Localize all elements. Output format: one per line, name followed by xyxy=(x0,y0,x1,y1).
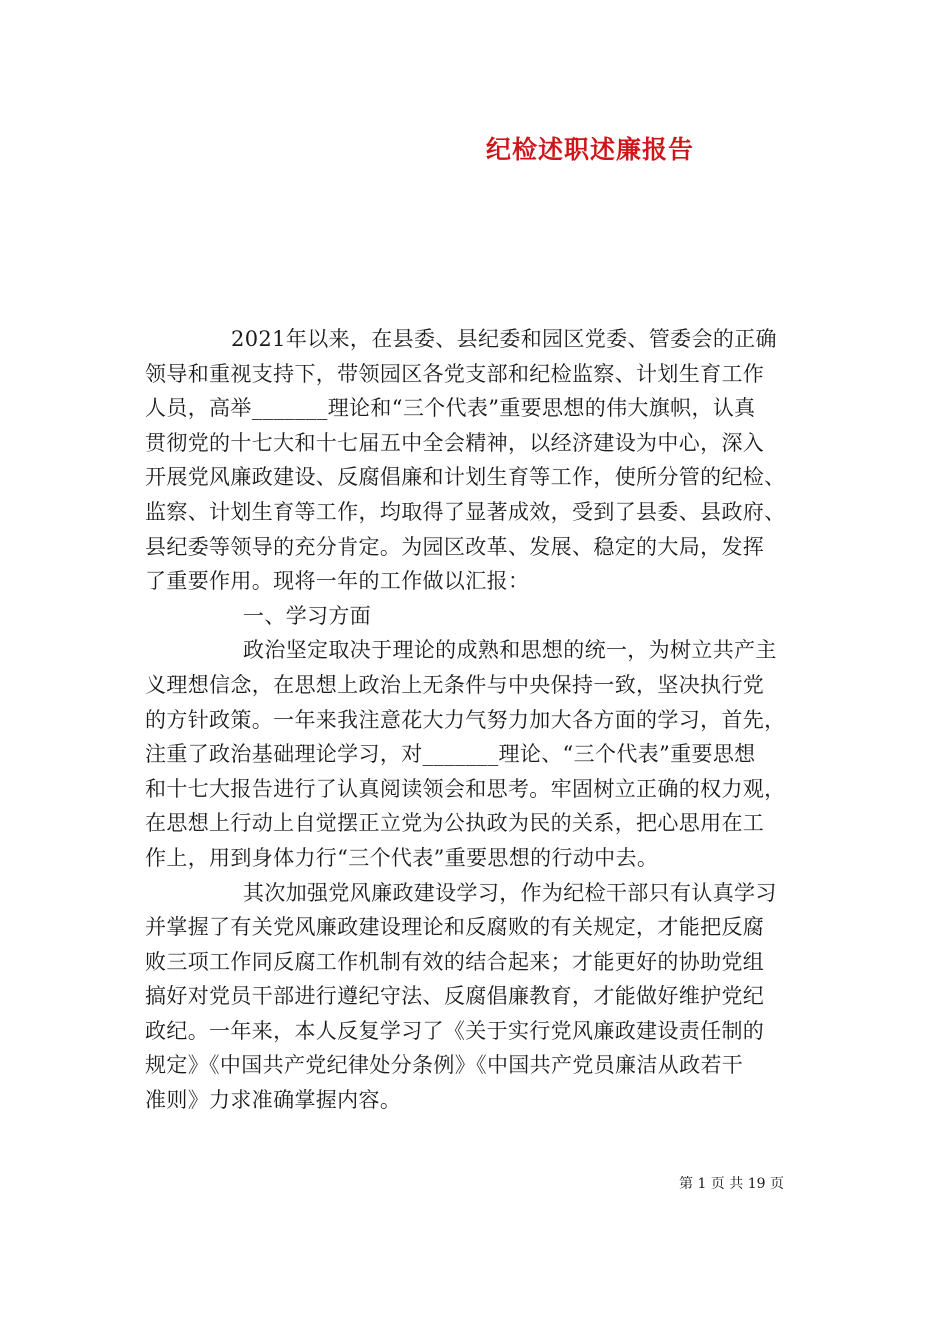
body-line: 政治坚定取决于理论的成熟和思想的统一，为树立共产主 xyxy=(243,638,777,663)
body-line: 注重了政治基础理论学习，对_______理论、“三个代表”重要思想 xyxy=(145,742,756,767)
body-line: 领导和重视支持下，带领园区各党支部和纪检监察、计划生育工作 xyxy=(145,361,765,386)
document-body xyxy=(145,322,810,1118)
body-line: 了重要作用。现将一年的工作做以汇报： xyxy=(145,569,530,594)
section-heading: 一、学习方面 xyxy=(243,603,372,628)
body-line: 开展党风廉政建设、反腐倡廉和计划生育等工作，使所分管的纪检、 xyxy=(145,465,786,490)
body-line: 贯彻党的十七大和十七届五中全会精神，以经济建设为中心，深入 xyxy=(145,430,765,455)
body-line: 县纪委等领导的充分肯定。为园区改革、发展、稳定的大局，发挥 xyxy=(145,534,765,559)
body-line: 规定》《中国共产党纪律处分条例》《中国共产党员廉洁从政若干 xyxy=(145,1053,744,1078)
body-line: 义理想信念，在思想上政治上无条件与中央保持一致，坚决执行党 xyxy=(145,672,765,697)
body-line: 败三项工作同反腐工作机制有效的结合起来；才能更好的协助党组 xyxy=(145,949,765,974)
body-line: 搞好对党员干部进行遵纪守法、反腐倡廉教育，才能做好维护党纪 xyxy=(145,984,765,1009)
body-line: 其次加强党风廉政建设学习，作为纪检干部只有认真学习 xyxy=(243,880,777,905)
page-number-footer: 第 1 页 共 19 页 xyxy=(679,1176,784,1192)
body-line: 的方针政策。一年来我注意花大力气努力加大各方面的学习，首先， xyxy=(145,707,786,732)
body-line: 并掌握了有关党风廉政建设理论和反腐败的有关规定，才能把反腐 xyxy=(145,915,765,940)
document-title: 纪检述职述廉报告 xyxy=(485,135,694,164)
body-line: 政纪。一年来，本人反复学习了《关于实行党风廉政建设责任制的 xyxy=(145,1018,765,1043)
body-line: 监察、计划生育等工作，均取得了显著成效，受到了县委、县政府、 xyxy=(145,499,786,524)
body-line: 作上，用到身体力行“三个代表”重要思想的行动中去。 xyxy=(145,845,659,870)
body-line: 准则》力求准确掌握内容。 xyxy=(145,1088,402,1113)
body-line: 在思想上行动上自觉摆正立党为公执政为民的关系，把心思用在工 xyxy=(145,811,765,836)
body-line: 人员，高举_______理论和“三个代表”重要思想的伟大旗帜，认真 xyxy=(145,396,756,421)
body-line: 2021年以来，在县委、县纪委和园区党委、管委会的正确 xyxy=(231,327,777,351)
body-line: 和十七大报告进行了认真阅读领会和思考。牢固树立正确的权力观， xyxy=(145,776,786,801)
